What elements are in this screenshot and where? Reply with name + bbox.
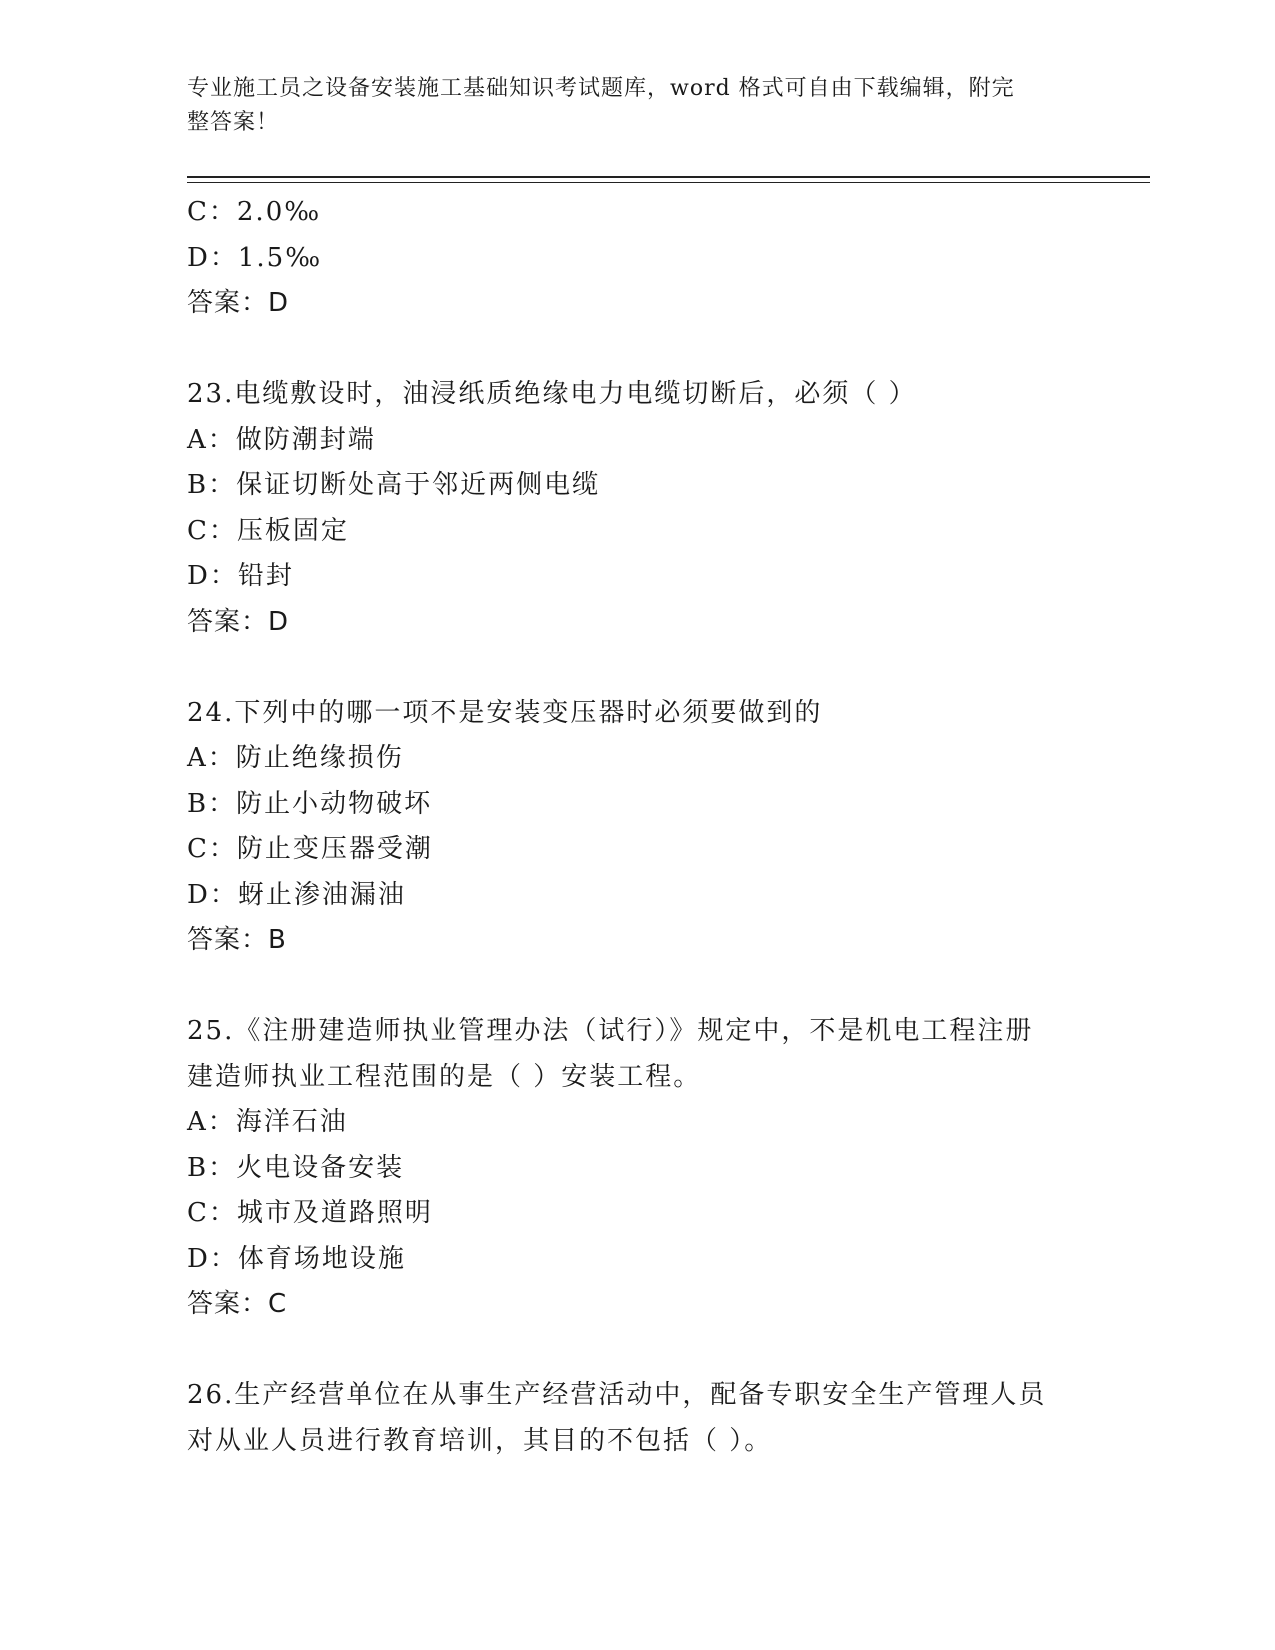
- document-header: [187, 72, 1067, 140]
- question-text: 23.电缆敷设时，油浸纸质绝缘电力电缆切断后，必须（ ）: [187, 379, 917, 409]
- option-a: A：海洋石油: [187, 1107, 348, 1137]
- answer-line: 答案：B: [187, 925, 287, 955]
- option-a: A：做防潮封端: [187, 424, 376, 455]
- question-text-line-1: 26.生产经营单位在从事生产经营活动中，配备专职安全生产管理人员: [187, 1380, 1047, 1410]
- question-list: [187, 190, 1087, 1464]
- answer-line: 答案：D: [187, 288, 290, 318]
- question-block-23: [187, 372, 1087, 645]
- option-b: B：保证切断处高于邻近两侧电缆: [187, 470, 601, 500]
- spacer: [187, 327, 1087, 373]
- answer-line: 答案：D: [187, 606, 290, 637]
- question-block-25: [187, 1009, 1087, 1328]
- option-b: B：防止小动物破坏: [187, 788, 433, 819]
- question-block-24: [187, 691, 1087, 964]
- option-d: D：铅封: [187, 561, 294, 591]
- option-a: A：防止绝缘损伤: [187, 743, 404, 773]
- question-text: 24.下列中的哪一项不是安装变压器时必须要做到的: [187, 697, 823, 728]
- question-text-line-2: 对从业人员进行教育培训，其目的不包括（ ）。: [187, 1425, 773, 1456]
- header-line-2: 整答案！: [187, 110, 280, 135]
- question-block-26: [187, 1373, 1087, 1464]
- question-block-22: [187, 190, 1087, 327]
- header-line-1: 专业施工员之设备安装施工基础知识考试题库，word 格式可自由下载编辑，附完: [187, 76, 1015, 101]
- option-b: B：火电设备安装: [187, 1152, 405, 1183]
- spacer: [187, 964, 1087, 1010]
- header-divider-thin: [187, 182, 1150, 183]
- header-divider-thick: [187, 176, 1150, 178]
- spacer: [187, 1328, 1087, 1374]
- option-d: D：蚜止渗油漏油: [187, 879, 406, 910]
- option-c: C：防止变压器受潮: [187, 834, 433, 864]
- spacer: [187, 645, 1087, 691]
- option-c: C：压板固定: [187, 515, 349, 546]
- option-c: C：2.0‰: [187, 197, 322, 227]
- option-c: C：城市及道路照明: [187, 1198, 433, 1228]
- question-text-line-2: 建造师执业工程范围的是（ ）安装工程。: [187, 1061, 702, 1092]
- answer-line: 答案：C: [187, 1289, 288, 1319]
- option-d: D：体育场地设施: [187, 1243, 406, 1274]
- question-text-line-1: 25.《注册建造师执业管理办法（试行）》规定中，不是机电工程注册: [187, 1016, 1034, 1046]
- option-d: D：1.5‰: [187, 242, 323, 273]
